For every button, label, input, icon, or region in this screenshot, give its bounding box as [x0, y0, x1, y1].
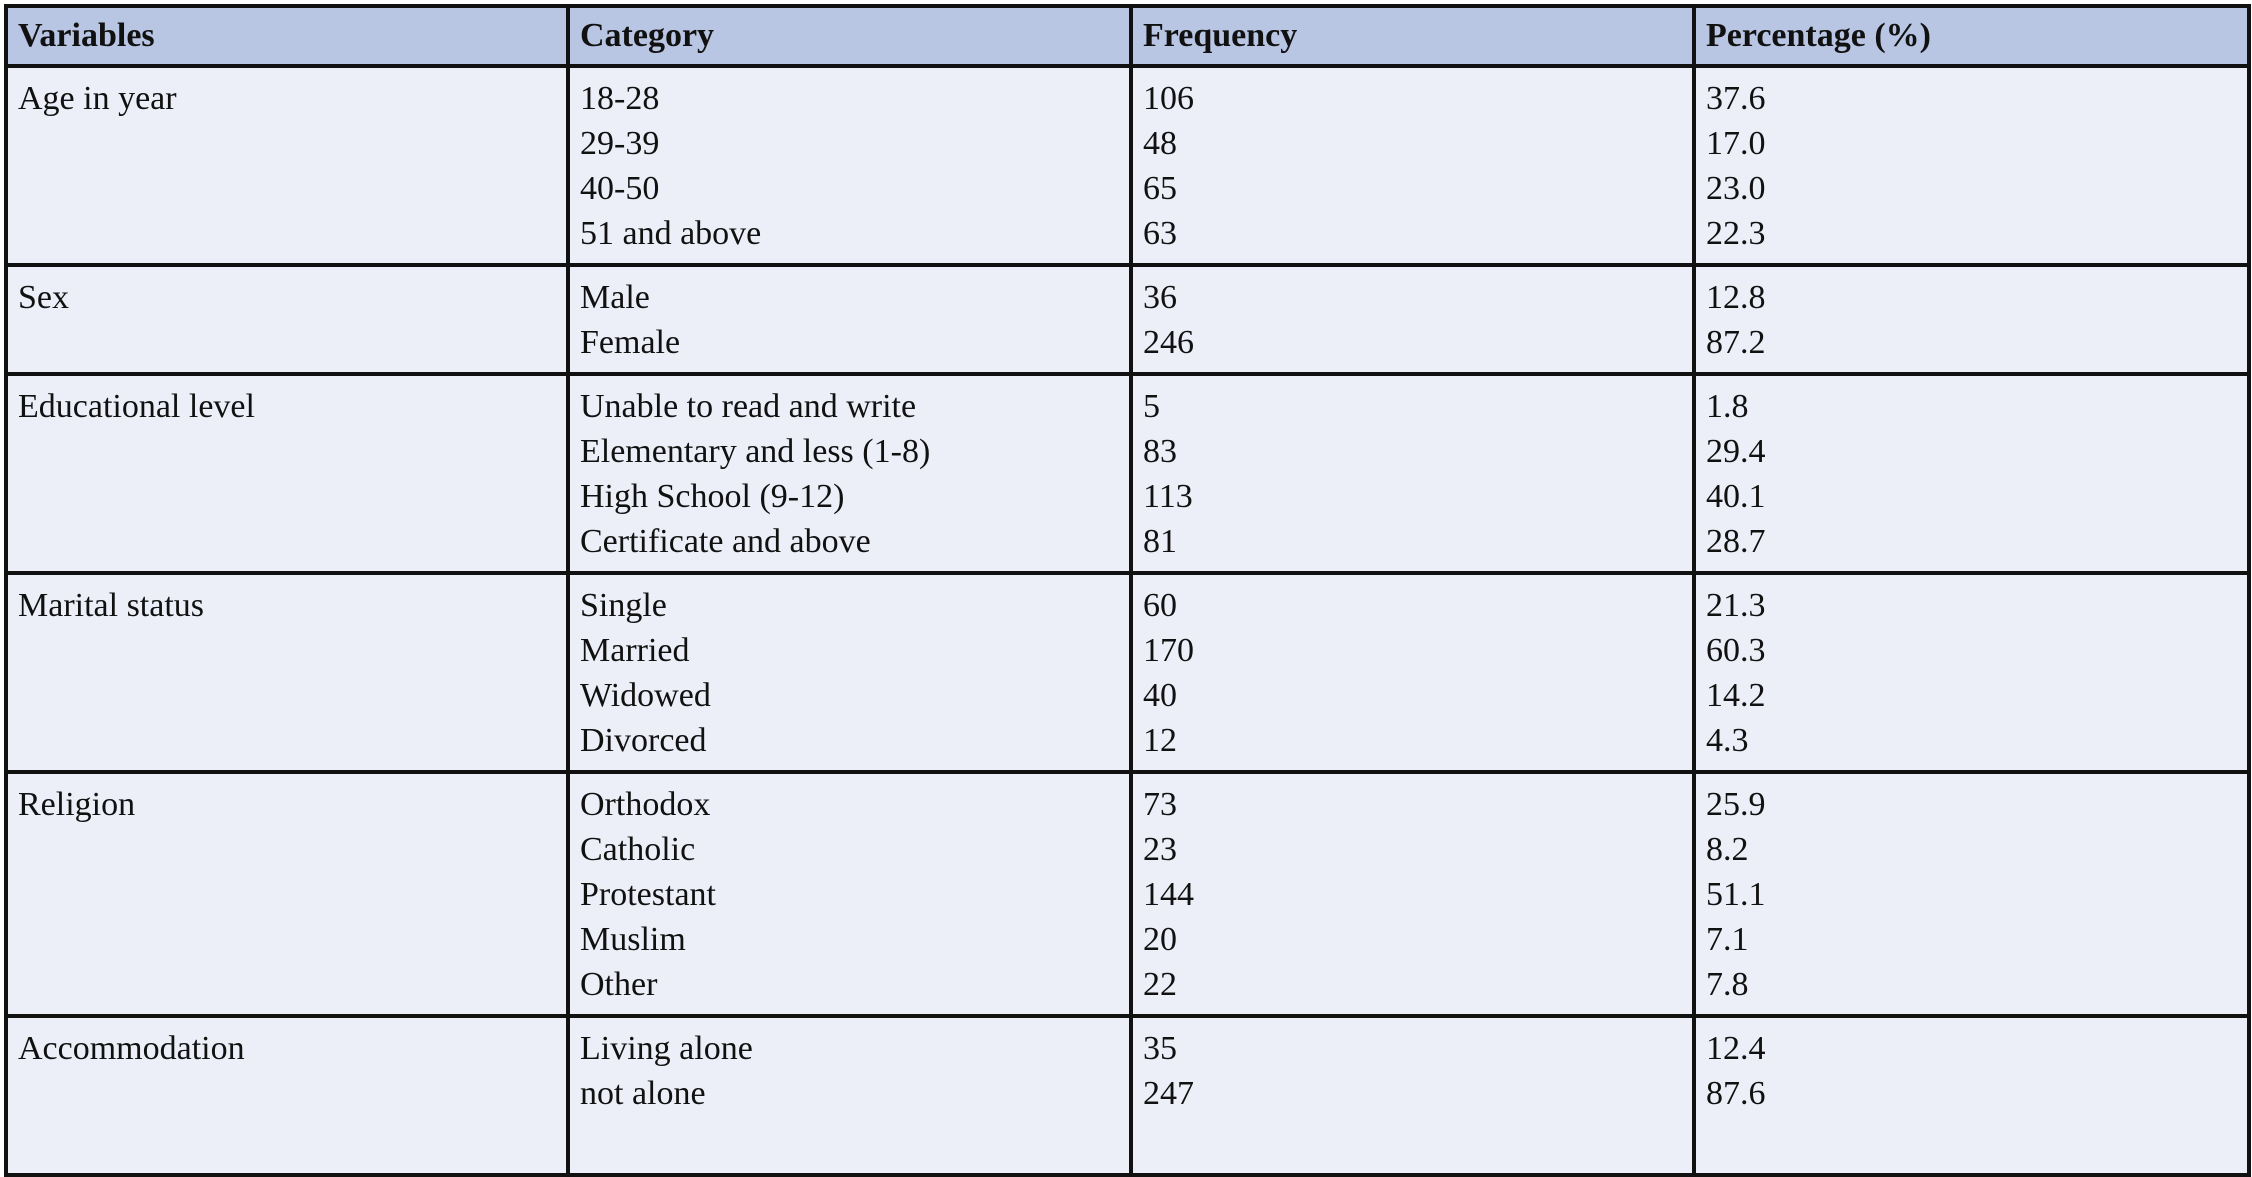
- percentage-value: 1.8: [1706, 388, 1749, 425]
- frequency-value: 170: [1143, 632, 1194, 669]
- percentage-value: 4.3: [1706, 722, 1749, 759]
- frequency-value: 144: [1143, 876, 1194, 913]
- frequency-value: 65: [1143, 170, 1177, 207]
- percentage-cell: [1694, 573, 2249, 772]
- category-value: High School (9-12): [580, 478, 845, 515]
- category-cell: [568, 772, 1131, 1016]
- percentage-value: 29.4: [1706, 433, 1766, 470]
- header-variables: Variables: [6, 6, 568, 66]
- category-cell: [568, 1016, 1131, 1175]
- category-value: Widowed: [580, 677, 711, 714]
- variable-label: Educational level: [18, 388, 255, 425]
- percentage-cell: [1694, 1016, 2249, 1175]
- frequency-value: 23: [1143, 831, 1177, 868]
- percentage-value: 60.3: [1706, 632, 1766, 669]
- percentage-value: 87.2: [1706, 324, 1766, 361]
- table-row-age: [6, 66, 2249, 265]
- variable-label: Religion: [18, 786, 136, 823]
- percentage-value: 7.8: [1706, 966, 1749, 1003]
- percentage-value: 12.4: [1706, 1030, 1766, 1067]
- category-value: not alone: [580, 1075, 706, 1112]
- frequency-value: 5: [1143, 388, 1160, 425]
- variable-cell: [6, 265, 568, 374]
- category-value: Female: [580, 324, 681, 361]
- category-value: Other: [580, 966, 658, 1003]
- category-value: Protestant: [580, 876, 716, 913]
- category-value: Male: [580, 279, 650, 316]
- frequency-value: 81: [1143, 523, 1177, 560]
- variable-cell: [6, 66, 568, 265]
- frequency-value: 20: [1143, 921, 1177, 958]
- percentage-value: 17.0: [1706, 125, 1766, 162]
- variable-label: Age in year: [18, 80, 177, 117]
- category-value: Living alone: [580, 1030, 753, 1067]
- category-value: Unable to read and write: [580, 388, 917, 425]
- percentage-value: 51.1: [1706, 876, 1766, 913]
- category-value: Muslim: [580, 921, 686, 958]
- category-cell: [568, 374, 1131, 573]
- category-value: Married: [580, 632, 690, 669]
- table-row-accommodation: [6, 1016, 2249, 1175]
- percentage-value: 25.9: [1706, 786, 1766, 823]
- percentage-cell: [1694, 66, 2249, 265]
- frequency-value: 60: [1143, 587, 1177, 624]
- category-value: 29-39: [580, 125, 660, 162]
- frequency-value: 247: [1143, 1075, 1194, 1112]
- frequency-value: 35: [1143, 1030, 1177, 1067]
- variable-label: Accommodation: [18, 1030, 245, 1067]
- frequency-cell: [1131, 772, 1694, 1016]
- frequency-cell: [1131, 1016, 1694, 1175]
- percentage-cell: [1694, 772, 2249, 1016]
- table-row-education: [6, 374, 2249, 573]
- category-value: 18-28: [580, 80, 660, 117]
- percentage-value: 37.6: [1706, 80, 1766, 117]
- frequency-cell: [1131, 573, 1694, 772]
- category-value: Orthodox: [580, 786, 711, 823]
- frequency-cell: [1131, 265, 1694, 374]
- percentage-value: 87.6: [1706, 1075, 1766, 1112]
- category-cell: [568, 573, 1131, 772]
- frequency-value: 246: [1143, 324, 1194, 361]
- percentage-value: 28.7: [1706, 523, 1766, 560]
- frequency-value: 83: [1143, 433, 1177, 470]
- percentage-value: 21.3: [1706, 587, 1766, 624]
- demographics-table: [4, 4, 2251, 1177]
- variable-cell: [6, 772, 568, 1016]
- category-cell: [568, 265, 1131, 374]
- percentage-cell: [1694, 265, 2249, 374]
- category-cell: [568, 66, 1131, 265]
- variable-label: Sex: [18, 279, 69, 316]
- percentage-value: 7.1: [1706, 921, 1749, 958]
- percentage-value: 12.8: [1706, 279, 1766, 316]
- frequency-cell: [1131, 374, 1694, 573]
- percentage-value: 14.2: [1706, 677, 1766, 714]
- percentage-cell: [1694, 374, 2249, 573]
- percentage-value: 22.3: [1706, 215, 1766, 252]
- frequency-value: 12: [1143, 722, 1177, 759]
- header-category: Category: [568, 6, 1131, 66]
- frequency-value: 113: [1143, 478, 1193, 515]
- table-header: [6, 6, 2249, 66]
- frequency-value: 22: [1143, 966, 1177, 1003]
- frequency-value: 73: [1143, 786, 1177, 823]
- variable-cell: [6, 573, 568, 772]
- variable-label: Marital status: [18, 587, 205, 624]
- percentage-value: 8.2: [1706, 831, 1749, 868]
- frequency-value: 106: [1143, 80, 1194, 117]
- frequency-cell: [1131, 66, 1694, 265]
- header-row: [6, 6, 2249, 66]
- percentage-value: 23.0: [1706, 170, 1766, 207]
- category-value: Elementary and less (1-8): [580, 433, 931, 470]
- header-frequency: Frequency: [1131, 6, 1694, 66]
- category-value: Certificate and above: [580, 523, 871, 560]
- variable-cell: [6, 374, 568, 573]
- table-body: [6, 66, 2249, 1175]
- variable-cell: [6, 1016, 568, 1175]
- frequency-value: 48: [1143, 125, 1177, 162]
- frequency-value: 40: [1143, 677, 1177, 714]
- frequency-value: 63: [1143, 215, 1177, 252]
- table-row-religion: [6, 772, 2249, 1016]
- category-value: 51 and above: [580, 215, 762, 252]
- category-value: Catholic: [580, 831, 696, 868]
- table-row-marital-status: [6, 573, 2249, 772]
- frequency-value: 36: [1143, 279, 1177, 316]
- category-value: Single: [580, 587, 667, 624]
- header-percentage: Percentage (%): [1694, 6, 2249, 66]
- category-value: 40-50: [580, 170, 660, 207]
- percentage-value: 40.1: [1706, 478, 1766, 515]
- table-row-sex: [6, 265, 2249, 374]
- category-value: Divorced: [580, 722, 707, 759]
